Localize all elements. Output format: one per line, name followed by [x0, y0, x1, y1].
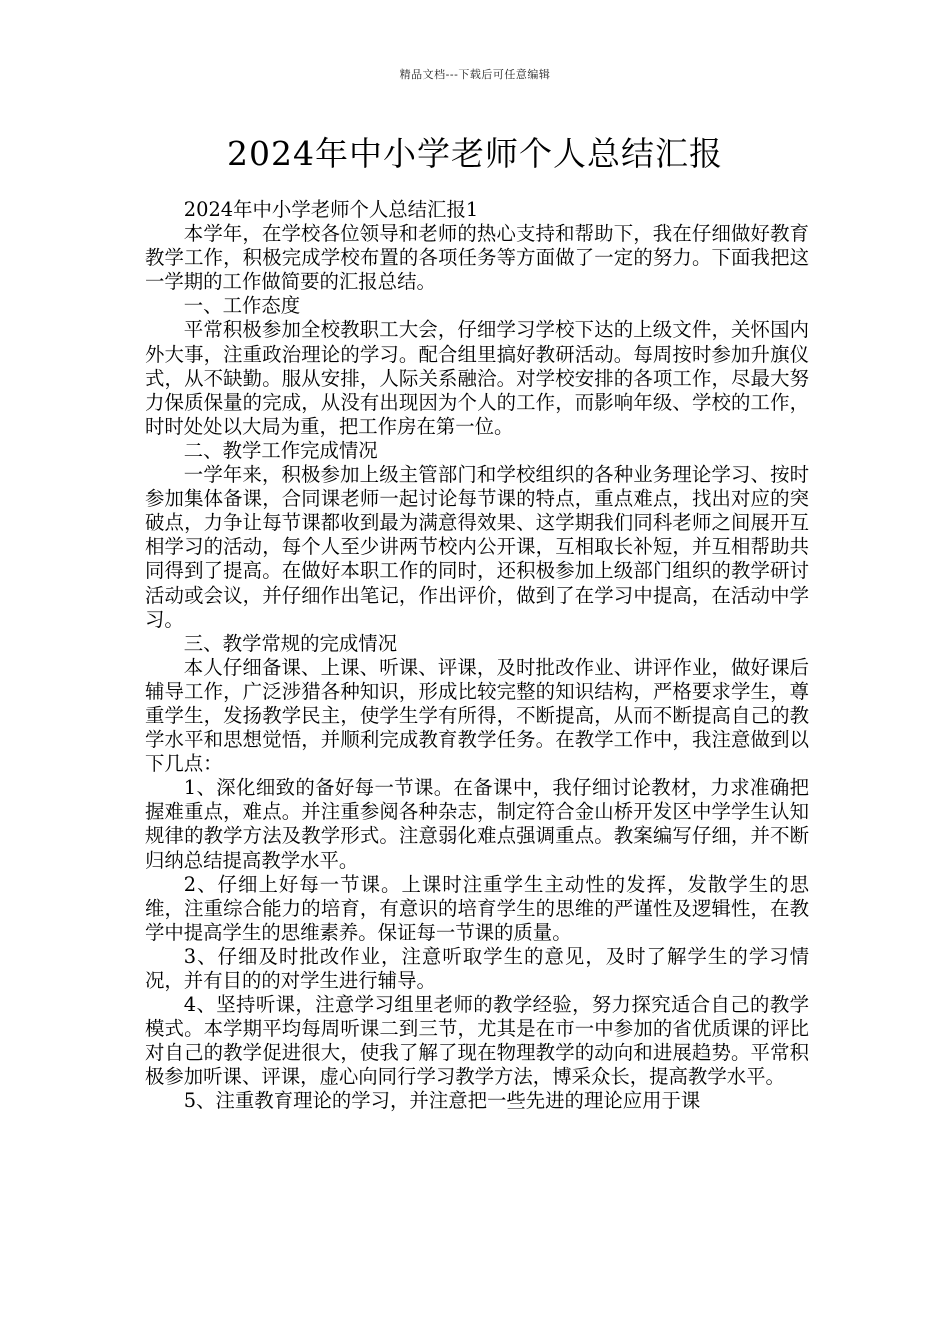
document-body: [145, 198, 809, 1114]
paragraph-intro: 本学年，在学校各位领导和老师的热心支持和帮助下，我在仔细做好教育教学工作，积极完成学校布置的各项任务等方面做了一定的努力。下面我把这一学期的工作做简要的汇报总结。: [145, 222, 809, 294]
list-item-4: 4、坚持听课，注意学习组里老师的教学经验，努力探究适合自己的教学模式。本学期平均每周听课二到三节，尤其是在市一中参加的省优质课的评比对自己的教学促进很大，使我了解了现在物理教学的动向和进展趋势。平常积极参加听课、评课，虚心向同行学习教学方法，博采众长，提高教学水平。: [145, 993, 809, 1089]
paragraph-subtitle: 2024年中小学老师个人总结汇报1: [183, 198, 479, 221]
page-header-note: 精品文档---下载后可任意编辑: [399, 68, 551, 81]
section-heading-work-attitude: 一、工作态度: [183, 294, 301, 318]
list-item-3: 3、仔细及时批改作业，注意听取学生的意见，及时了解学生的学习情况，并有目的的对学生进行辅导。: [145, 944, 809, 992]
paragraph-teaching-routine: 本人仔细备课、上课、听课、评课，及时批改作业、讲评作业，做好课后辅导工作，广泛涉猎各种知识，形成比较完整的知识结构，严格要求学生，尊重学生，发扬教学民主，使学生学有所得，不断提高，从而不断提高自己的教学水平和思想觉悟，并顺利完成教育教学任务。在教学工作中，我注意做到以下几点：: [145, 655, 809, 776]
list-item-5: 5、注重教育理论的学习，并注意把一些先进的理论应用于课: [183, 1089, 701, 1113]
paragraph-teaching-completion: 一学年来，积极参加上级主管部门和学校组织的各种业务理论学习、按时参加集体备课，合同课老师一起讨论每节课的特点，重点难点，找出对应的突破点，力争让每节课都收到最为满意得效果、这学期我们同科老师之间展开互相学习的活动，每个人至少讲两节校内公开课，互相取长补短，并互相帮助共同得到了提高。在做好本职工作的同时，还积极参加上级部门组织的教学研讨活动或会议，并仔细作出笔记，作出评价，做到了在学习中提高，在活动中学习。: [145, 463, 809, 631]
paragraph-work-attitude: 平常积极参加全校教职工大会，仔细学习学校下达的上级文件，关怀国内外大事，注重政治理论的学习。配合组里搞好教研活动。每周按时参加升旗仪式，从不缺勤。服从安排，人际关系融洽。对学校安排的各项工作，尽最大努力保质保量的完成，从没有出现因为个人的工作，而影响年级、学校的工作，时时处处以大局为重，把工作房在第一位。: [145, 318, 809, 438]
section-heading-teaching-routine: 三、教学常规的完成情况: [183, 631, 398, 655]
list-item-1: 1、深化细致的备好每一节课。在备课中，我仔细讨论教材，力求准确把握难重点，难点。并注重参阅各种杂志，制定符合金山桥开发区中学学生认知规律的教学方法及教学形式。注意弱化难点强调重点。教案编写仔细，并不断归纳总结提高教学水平。: [145, 776, 809, 872]
document-title: 2024年中小学老师个人总结汇报: [227, 134, 723, 173]
section-heading-teaching-completion: 二、教学工作完成情况: [183, 438, 378, 462]
list-item-2: 2、仔细上好每一节课。上课时注重学生主动性的发挥，发散学生的思维，注重综合能力的培育，有意识的培育学生的思维的严谨性及逻辑性，在教学中提高学生的思维素养。保证每一节课的质量。: [145, 872, 809, 944]
